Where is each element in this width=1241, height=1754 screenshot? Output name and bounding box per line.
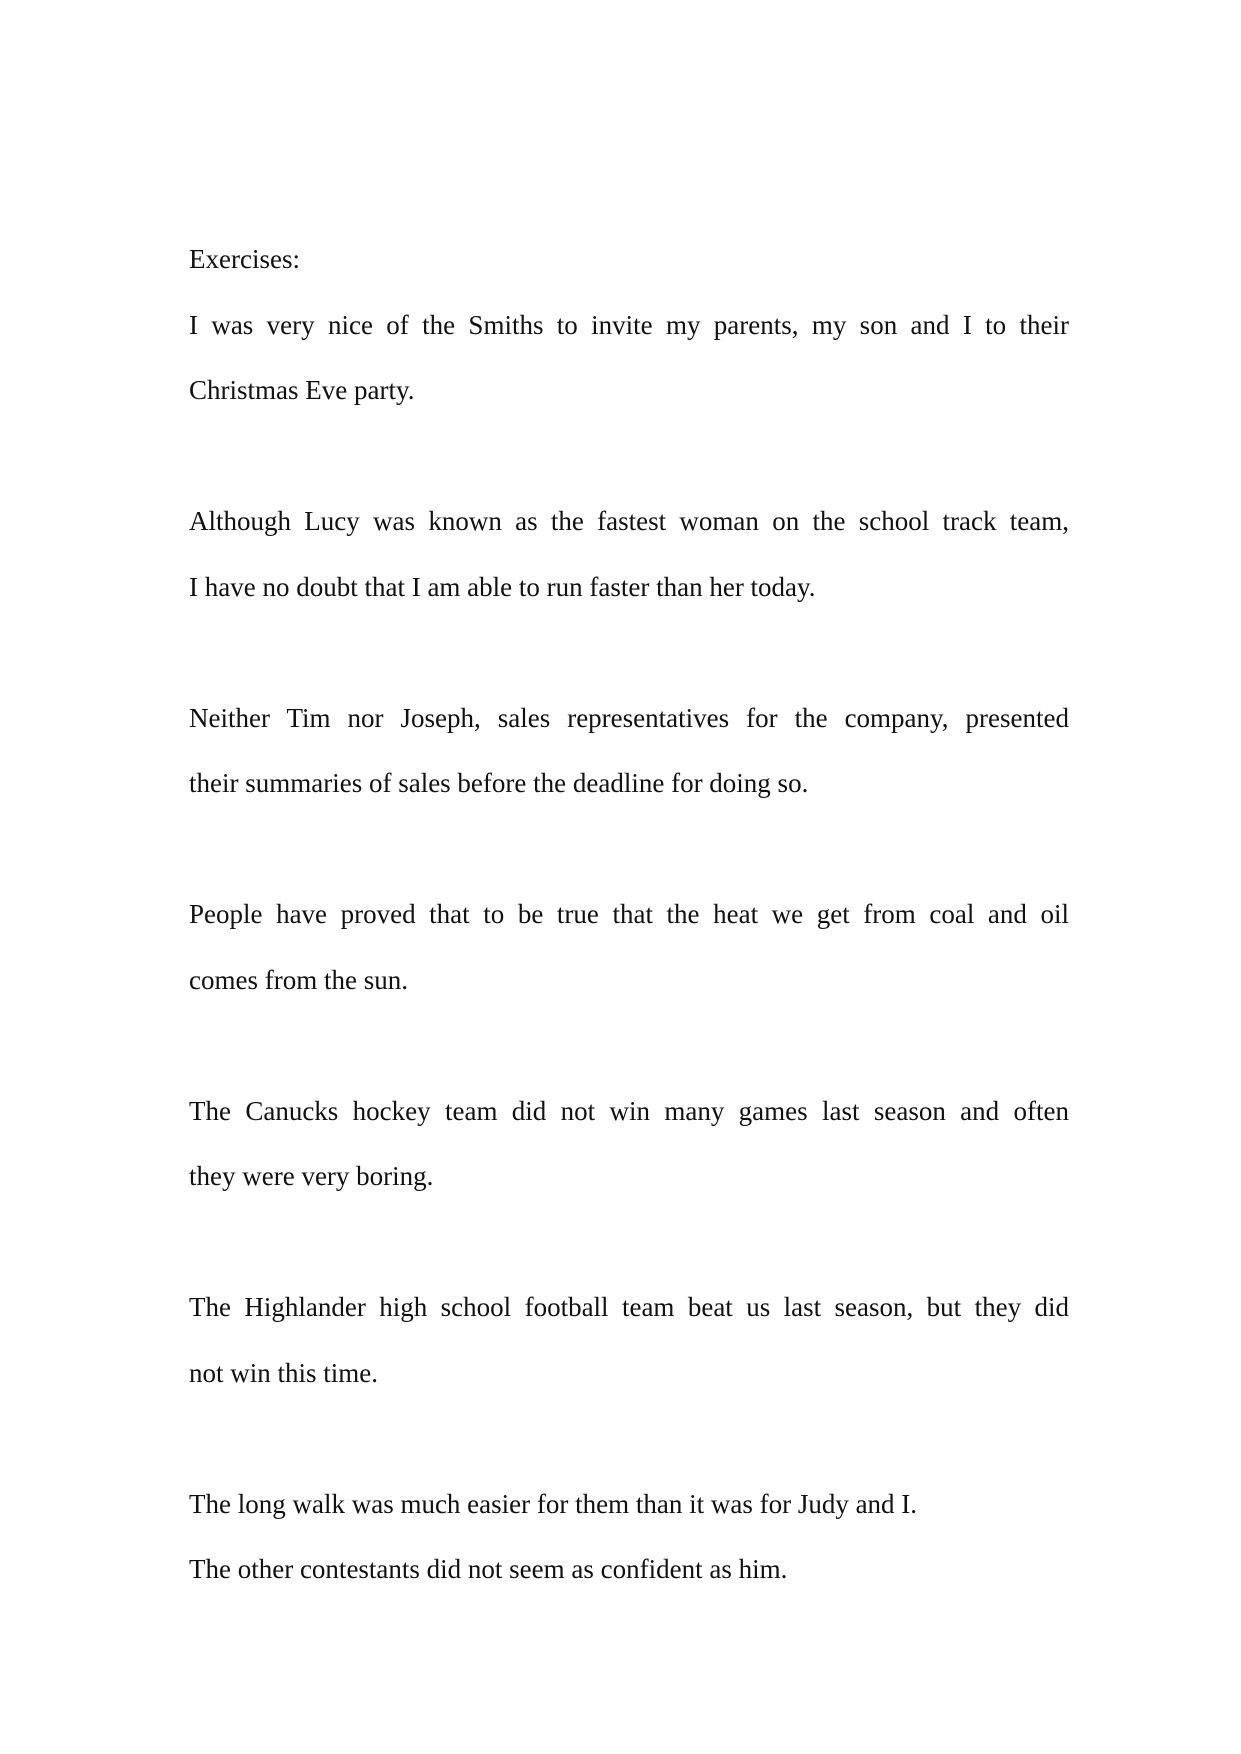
exercise-6-line-2: not win this time. xyxy=(189,1357,378,1388)
exercise-3-line-1: Neither Tim nor Joseph, sales representatives for the company, presented xyxy=(189,702,1069,733)
paragraph-gap xyxy=(189,620,1069,686)
exercise-1-line-1: I was very nice of the Smiths to invite my parents, my son and I to their xyxy=(189,309,1069,340)
exercise-4-line-2: comes from the sun. xyxy=(189,964,408,995)
paragraph-gap xyxy=(189,1013,1069,1079)
exercise-text-block xyxy=(189,227,1069,1603)
exercise-3-line-2: their summaries of sales before the deadline for doing so. xyxy=(189,768,809,798)
exercise-2-line-2: I have no doubt that I am able to run faster than her today. xyxy=(189,571,816,602)
exercise-5-line-1: The Canucks hockey team did not win many games last season and often xyxy=(189,1095,1069,1126)
paragraph-gap xyxy=(189,424,1069,490)
exercises-heading: Exercises: xyxy=(189,244,300,274)
exercise-2-line-1: Although Lucy was known as the fastest woman on the school track team, xyxy=(189,506,1069,536)
exercise-8-line-1: The other contestants did not seem as confident as him. xyxy=(189,1554,788,1584)
exercise-6-line-1: The Highlander high school football team beat us last season, but they did xyxy=(189,1292,1069,1322)
paragraph-gap xyxy=(189,1406,1069,1472)
exercise-5-line-2: they were very boring. xyxy=(189,1161,434,1191)
exercise-7-line-1: The long walk was much easier for them than it was for Judy and I. xyxy=(189,1488,918,1519)
paragraph-gap xyxy=(189,1210,1069,1276)
exercise-4-line-1: People have proved that to be true that the heat we get from coal and oil xyxy=(189,899,1069,929)
exercise-1-line-2: Christmas Eve party. xyxy=(189,375,415,405)
paragraph-gap xyxy=(189,817,1069,883)
